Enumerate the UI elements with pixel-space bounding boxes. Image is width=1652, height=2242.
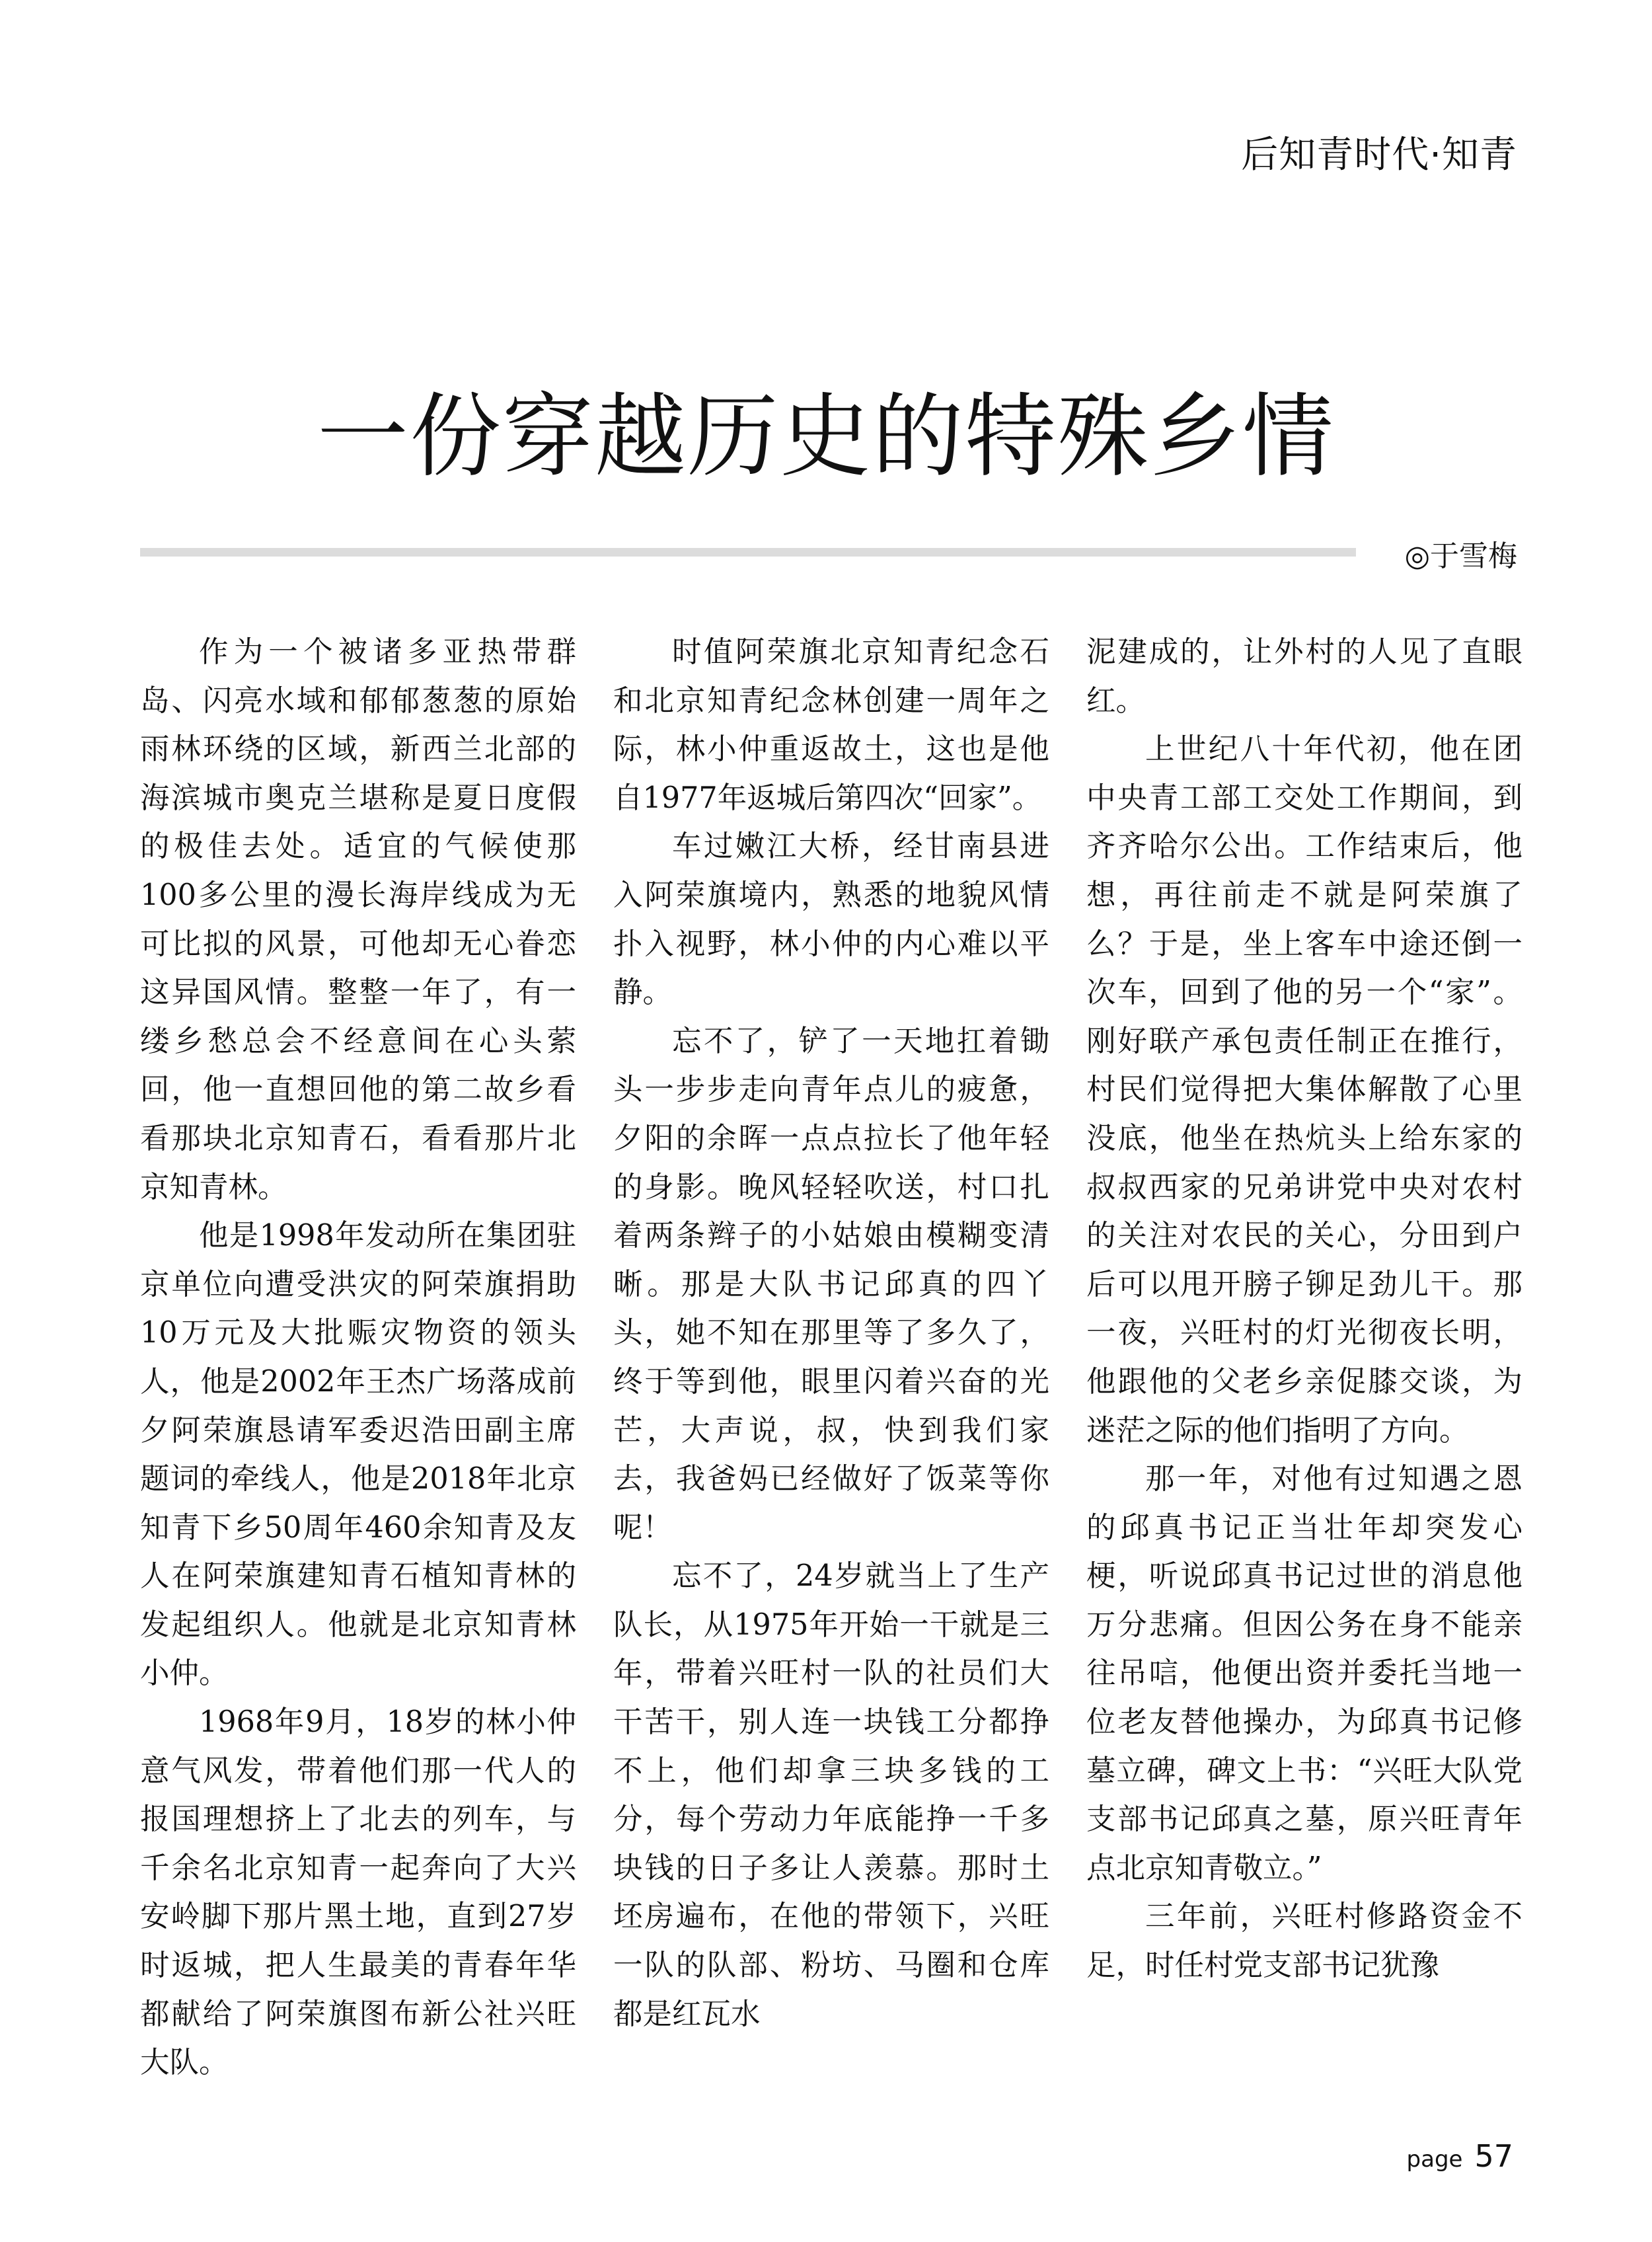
- paragraph: 1968年9月，18岁的林小仲意气风发，带着他们那一代人的报国理想挤上了北去的列车，与千余名北京知青一起奔向了大兴安岭脚下那片黑土地，直到27岁时返城，把人生最美的青春年华都献给了阿荣旗图布新公社兴旺大队。: [140, 1705, 576, 2080]
- paragraph: 车过嫩江大桥，经甘南县进入阿荣旗境内，熟悉的地貌风情扑入视野，林小仲的内心难以平静。: [613, 830, 1049, 1010]
- paragraph: 上世纪八十年代初，他在团中央青工部工交处工作期间，到齐齐哈尔公出。工作结束后，他想，再往前走不就是阿荣旗了么？于是，坐上客车中途还倒一次车，回到了他的另一个“家”。刚好联产承包责任制正在推行，村民们觉得把大集体解散了心里没底，他坐在热炕头上给东家的叔叔西家的兄弟讲党中央对农村的关注对农民的关心，分田到户后可以甩开膀子铆足劲儿干。那一夜，兴旺村的灯光彻夜长明，他跟他的父老乡亲促膝交谈，为迷茫之际的他们指明了方向。: [1086, 732, 1522, 1448]
- paragraph: 那一年，对他有过知遇之恩的邱真书记正当壮年却突发心梗，听说邱真书记过世的消息他万分悲痛。但因公务在身不能亲往吊唁，他便出资并委托当地一位老友替他操办，为邱真书记修墓立碑，碑文上书：“兴旺大队党支部书记邱真之墓，原兴旺青年点北京知青敬立。”: [1086, 1462, 1522, 1885]
- column-3: [1086, 628, 1522, 1990]
- paragraph: 三年前，兴旺村修路资金不足，时任村党支部书记犹豫: [1086, 1900, 1522, 1983]
- section-label: 后知青时代·知青: [1241, 134, 1517, 176]
- page-number-value: 57: [1474, 2138, 1513, 2174]
- paragraph-continuation: 泥建成的，让外村的人见了直眼红。: [1086, 635, 1522, 718]
- paragraph: 作为一个被诸多亚热带群岛、闪亮水域和郁郁葱葱的原始雨林环绕的区域，新西兰北部的海滨城市奥克兰堪称是夏日度假的极佳去处。适宜的气候使那100多公里的漫长海岸线成为无可比拟的风景，可他却无心眷恋这异国风情。整整一年了，有一缕乡愁总会不经意间在心头萦回，他一直想回他的第二故乡看看那块北京知青石，看看那片北京知青林。: [140, 635, 576, 1204]
- column-2: [613, 628, 1049, 2038]
- paragraph: 忘不了，24岁就当上了生产队长，从1975年开始一干就是三年，带着兴旺村一队的社员们大干苦干，别人连一块钱工分都挣不上，他们却拿三块多钱的工分，每个劳动力年底能挣一千多块钱的日子多让人羡慕。那时土坯房遍布，在他的带领下，兴旺一队的队部、粉坊、马圈和仓库都是红瓦水: [613, 1559, 1049, 2031]
- author-byline: ◎于雪梅: [1404, 539, 1517, 573]
- page-number: [1407, 2138, 1513, 2174]
- title-divider: [140, 548, 1356, 557]
- paragraph: 忘不了，铲了一天地扛着锄头一步步走向青年点儿的疲惫，夕阳的余晖一点点拉长了他年轻的身影。晚风轻轻吹送，村口扎着两条辫子的小姑娘由模糊变清晰。那是大队书记邱真的四丫头，她不知在那里等了多久了，终于等到他，眼里闪着兴奋的光芒，大声说，叔，快到我们家去，我爸妈已经做好了饭菜等你呢！: [613, 1024, 1049, 1545]
- article-title: 一份穿越历史的特殊乡情: [317, 383, 1335, 490]
- page-label: page: [1406, 2146, 1463, 2173]
- paragraph: 时值阿荣旗北京知青纪念石和北京知青纪念林创建一周年之际，林小仲重返故土，这也是他自1977年返城后第四次“回家”。: [613, 635, 1049, 815]
- paragraph: 他是1998年发动所在集团驻京单位向遭受洪灾的阿荣旗捐助10万元及大批赈灾物资的领头人，他是2002年王杰广场落成前夕阿荣旗恳请军委迟浩田副主席题词的牵线人，他是2018年北京知青下乡50周年460余知青及友人在阿荣旗建知青石植知青林的发起组织人。他就是北京知青林小仲。: [140, 1219, 576, 1691]
- column-1: [140, 628, 576, 2087]
